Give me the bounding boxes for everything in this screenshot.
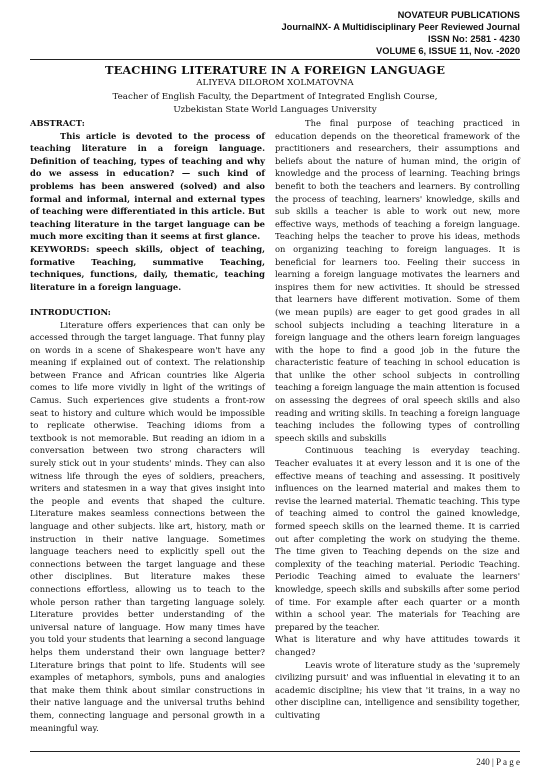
journal-header — [281, 9, 520, 57]
author-name: ALIYEVA DILOROM XOLMATOVNA — [196, 78, 354, 88]
keywords — [30, 243, 265, 293]
affiliation-line-1: Teacher of English Faculty, the Department of Integrated English Course, — [112, 92, 438, 102]
paragraph-types-of-teaching: Continuous teaching is everyday teaching. Teacher evaluates it at every lesson and it is one of the effective means of teaching and assessing. It positively influences on the learned material and makes them to revise the learned material. Thematic teaching. This type of teaching aimed to control the gained knowledge, formed speech skills on the learned theme. It is carried out after completing the work on studying the theme. The time given to Teaching depends on the size and complexity of the teaching material. Periodic Teaching. Periodic Teaching aimed to evaluate the learners' knowledge, speech skills and subskills after some period of time. For example after each quarter or a month within a school year. The materials for Teaching are prepared by the teacher. — [275, 445, 520, 632]
right-column — [275, 117, 520, 722]
publisher-name: NOVATEUR PUBLICATIONS — [397, 10, 520, 20]
issn: ISSN No: 2581 - 4230 — [428, 34, 520, 44]
keywords-text: speech skills, object of teaching, formative Teaching, summative Teaching, techniques, functions, daily, thematic, teaching literature in a foreign language. — [30, 243, 265, 292]
left-column — [30, 117, 265, 734]
question-line: What is literature and why have attitudes towards it changed? — [275, 634, 520, 657]
affiliation-line-2: Uzbekistan State World Languages University — [173, 105, 377, 115]
keywords-label: KEYWORDS: — [30, 243, 90, 254]
abstract-heading: ABSTRACT: — [30, 118, 85, 128]
journal-name: JournalNX- A Multidisciplinary Peer Reviewed Journal — [281, 22, 520, 32]
footer-divider — [30, 751, 520, 752]
abstract-text: This article is devoted to the process of teaching literature in a foreign language. Definition of teaching, types of teaching and why do we assess in education? — such kind of problems has been answered (solved) and also formal and informal, internal and external types of teaching were differentiated in this article. But teaching literature in the target language can be much more exciting than it seems at first glance. — [30, 130, 265, 242]
paragraph-leavis: Leavis wrote of literature study as the 'supremely civilizing pursuit' and was influential in elevating it to an academic discipline; his view that 'it trains, in a way no other discipline can, intelligence and sensibility together, cultivating — [275, 659, 520, 720]
page-number: 240 | P a g e — [476, 757, 520, 767]
paper-title: TEACHING LITERATURE IN A FOREIGN LANGUAGE — [105, 63, 445, 77]
introduction-heading: INTRODUCTION: — [30, 306, 111, 317]
header-divider — [30, 59, 520, 60]
introduction-text: Literature offers experiences that can only be accessed through the target language. That funny play on words in a scene of Shakespeare won't have any meaning if explained out of context. The relationship between France and African countries like Algeria comes to life more vividly in light of the writings of Camus. Such experiences give students a front-row seat to history and culture which would be impossible to replicate otherwise. Teaching idioms from a textbook is not memorable. But reading an idiom in a conversation between two strong characters will surely stick out in your students' minds. They can also witness life through the eyes of soldiers, preachers, writers and statesmen in a way that gives insight into the people and events that shaped the culture. Literature makes seamless connections between the language and other subjects. like art, history, math or instruction in their native language. Sometimes language teachers need to explicitly spell out the connections between the target language and these other disciplines. But literature makes these connections effortless, allowing us to teach to the whole person rather than targeting language solely. Literature provides better understanding of the universal nature of language. How many times have you told your students that learning a second language helps them understand their own language better? Literature brings that point to life. Students will see examples of metaphors, symbols, puns and analogies that make them think about similar constructions in their native language and the universal truths behind them, connecting language and personal growth in a meaningful way. — [30, 319, 265, 733]
paragraph-purpose: The final purpose of teaching practiced in education depends on the theoretical framework of the practitioners and researchers, their assumptions and beliefs about the nature of human mind, the origin of knowledge and the process of learning. Teaching brings benefit to both the teachers and learners. By controlling the process of teaching, learners' knowledge, skills and sub skills a teacher is able to work out new, more effective ways, methods of teaching a foreign language. Teaching helps the teacher to prove his ideas, methods on organizing teaching to foreign languages. It is beneficial for learners too. Feeling their success in learning a foreign language motivates the learners and inspires them for new activities. It should be stressed that learners have different motivation. Some of them (we mean pupils) are eager to get good grades in all school subjects including a teaching literature in a foreign language and the others learn foreign languages with the hope to find a good job in the future the characteristic feature of teaching in school education is that unlike the other school subjects in controlling teaching a foreign language the main attention is focused on assessing the degrees of oral speech skills and also reading and writing skills. In teaching a foreign language teaching includes the following types of controlling speech skills and subskills — [275, 118, 520, 443]
volume-issue: VOLUME 6, ISSUE 11, Nov. -2020 — [376, 46, 520, 56]
